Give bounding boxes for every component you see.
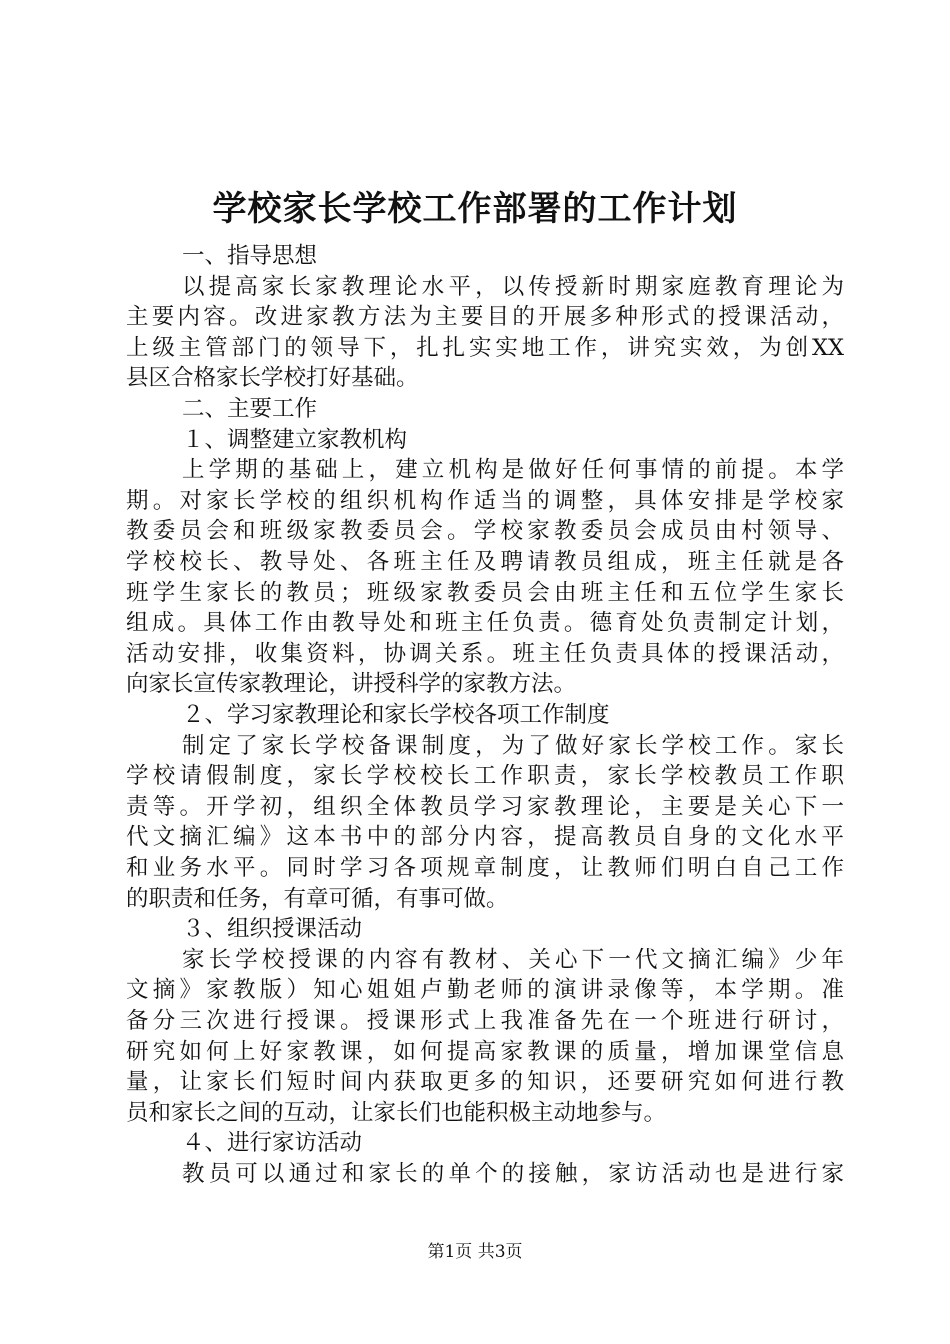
body-line: 上级主管部门的领导下，扎扎实实地工作，讲究实效，为创XX: [126, 335, 844, 361]
body-line: 班学生家长的教员；班级家教委员会由班主任和五位学生家长: [126, 580, 844, 606]
body-line: 二、主要工作: [182, 396, 318, 422]
body-line: 一、指导思想: [182, 243, 318, 269]
body-line: 员和家长之间的互动，让家长们也能积极主动地参与。: [126, 1100, 667, 1126]
body-line: 以提高家长家教理论水平，以传授新时期家庭教育理论为: [182, 274, 844, 300]
body-line: 制定了家长学校备课制度，为了做好家长学校工作。家长: [182, 733, 844, 759]
body-line: 文摘》家教版）知心姐姐卢勤老师的演讲录像等，本学期。准: [126, 977, 844, 1003]
body-line: 和业务水平。同时学习各项规章制度，让教师们明白自己工作: [126, 855, 844, 881]
body-line: 县区合格家长学校打好基础。: [126, 365, 419, 391]
body-line: 向家长宣传家教理论，讲授科学的家教方法。: [126, 671, 577, 697]
body-line: 备分三次进行授课。授课形式上我准备先在一个班进行研讨，: [126, 1008, 844, 1034]
body-line: 学校请假制度，家长学校校长工作职责，家长学校教员工作职: [126, 763, 844, 789]
body-line: 代文摘汇编》这本书中的部分内容，提高教员自身的文化水平: [126, 824, 844, 850]
body-line: 教委员会和班级家教委员会。学校家教委员会成员由村领导、: [126, 518, 844, 544]
body-line: ３、组织授课活动: [182, 916, 363, 942]
body-line: 上学期的基础上，建立机构是做好任何事情的前提。本学: [182, 457, 844, 483]
body-line: 学校校长、教导处、各班主任及聘请教员组成，班主任就是各: [126, 549, 844, 575]
body-line: 主要内容。改进家教方法为主要目的开展多种形式的授课活动，: [126, 304, 844, 330]
document-title: 学校家长学校工作部署的工作计划: [212, 189, 738, 229]
body-line: １、调整建立家教机构: [182, 427, 408, 453]
body-line: 期。对家长学校的组织机构作适当的调整，具体安排是学校家: [126, 488, 844, 514]
body-line: ４、进行家访活动: [182, 1130, 363, 1156]
body-line: 活动安排，收集资料，协调关系。班主任负责具体的授课活动，: [126, 641, 844, 667]
body-line: 组成。具体工作由教导处和班主任负责。德育处负责制定计划，: [126, 610, 844, 636]
body-line: 研究如何上好家教课，如何提高家教课的质量，增加课堂信息: [126, 1039, 844, 1065]
body-line: 的职责和任务，有章可循，有事可做。: [126, 886, 509, 912]
body-line: 教员可以通过和家长的单个的接触，家访活动也是进行家: [182, 1161, 844, 1187]
body-line: ２、学习家教理论和家长学校各项工作制度: [182, 702, 610, 728]
body-line: 量，让家长们短时间内获取更多的知识，还要研究如何进行教: [126, 1069, 844, 1095]
body-line: 责等。开学初，组织全体教员学习家教理论，主要是关心下一: [126, 794, 844, 820]
body-line: 家长学校授课的内容有教材、关心下一代文摘汇编》少年: [182, 947, 844, 973]
page-footer: 第1页 共3页: [427, 1242, 523, 1262]
